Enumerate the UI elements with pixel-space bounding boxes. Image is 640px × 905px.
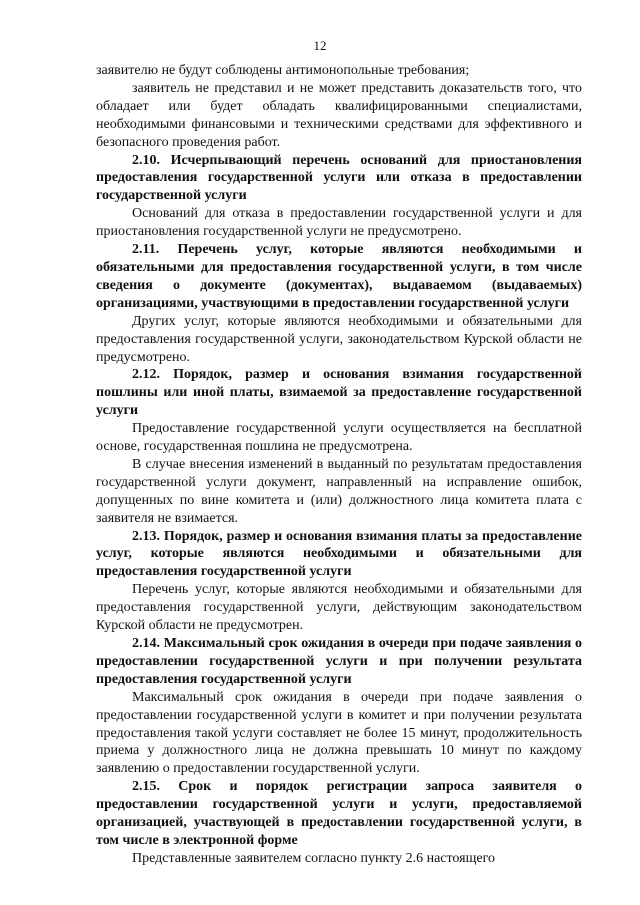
paragraph: Перечень услуг, которые являются необходимыми и обязательными для предоставления государственной услуги, действующим законодательством Курской области не предусмотрен. — [96, 582, 582, 634]
paragraph: Других услуг, которые являются необходимыми и обязательными для предоставления государственной услуги, законодательством Курской области не предусмотрено. — [96, 313, 582, 365]
paragraph: Оснований для отказа в предоставлении государственной услуги и для приостановления государственной услуги не предусмотрено. — [96, 206, 582, 240]
section-heading: 2.13. Порядок, размер и основания взимания платы за предоставление услуг, которые являются необходимыми и обязательными для предоставления государственной услуги — [96, 528, 582, 580]
section-heading: 2.10. Исчерпывающий перечень оснований для приостановления предоставления государственной услуги или отказа в предоставлении государственной услуги — [96, 152, 582, 204]
page-number: 12 — [313, 38, 327, 53]
document-body — [96, 62, 582, 868]
section-heading: 2.15. Срок и порядок регистрации запроса заявителя о предоставлении государственной услуги и услуги, предоставляемой организацией, участвующей в предоставлении государственной услуги, в том числе в электронной форме — [96, 779, 582, 848]
section-heading: 2.12. Порядок, размер и основания взимания государственной пошлины или иной платы, взимаемой за предоставление государственной услуги — [96, 367, 582, 419]
paragraph: заявитель не представил и не может представить доказательств того, что обладает или будет обладать квалифицированными специалистами, необходимыми финансовыми и техническими средствами для эффективного и безопасного проведения работ. — [96, 80, 582, 150]
paragraph: заявителю не будут соблюдены антимонопольные требования; — [96, 63, 470, 78]
paragraph: Предоставление государственной услуги осуществляется на бесплатной основе, государственная пошлина не предусмотрена. — [96, 421, 582, 455]
section-heading: 2.11. Перечень услуг, которые являются необходимыми и обязательными для предоставления государственной услуги, в том числе сведения о документе (документах), выдаваемом (выдаваемых) организациями, участвующими в предоставлении государственной услуги — [96, 242, 582, 311]
section-heading: 2.14. Максимальный срок ожидания в очереди при подаче заявления о предоставлении государственной услуги и при получении результата предоставления государственной услуги — [96, 636, 582, 687]
paragraph: В случае внесения изменений в выданный по результатам предоставления государственной услуги документ, направленный на исправление ошибок, допущенных по вине комитета и (или) должностного лица комитета плата с заявителя не взимается. — [96, 456, 582, 526]
paragraph: Представленные заявителем согласно пункту 2.6 настоящего — [132, 850, 495, 866]
paragraph: Максимальный срок ожидания в очереди при подаче заявления о предоставлении государственной услуги в комитет и при получении результата предоставления такой услуги составляет не более 15 минут, продолжительность приема у должностного лица не должна превышать 10 минут по каждому заявлению о предоставлении государственной услуги. — [96, 689, 582, 777]
